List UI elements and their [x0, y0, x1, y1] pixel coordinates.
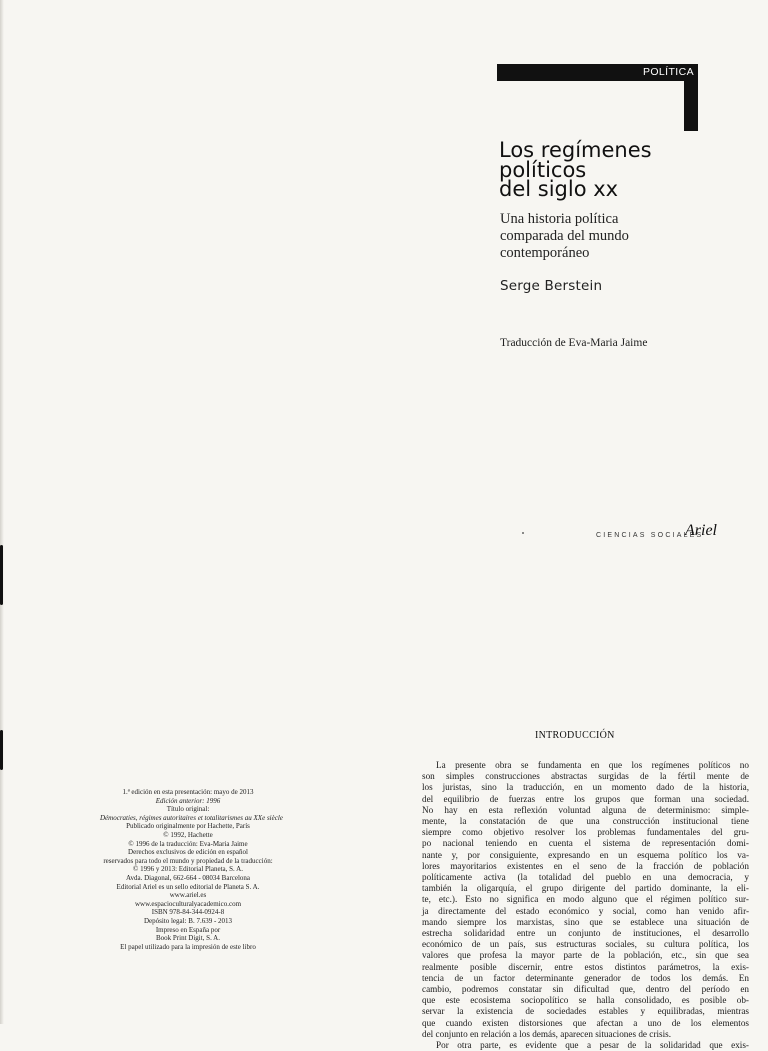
copyright-line: reservados para todo el mundo y propiedad de la traducción: — [103, 856, 273, 865]
copyright-notice — [100, 788, 283, 951]
introduction-line: políticamente activa (la totalidad del pueblo en una democracia, y — [422, 872, 749, 883]
copyright-line: Editorial Ariel es un sello editorial de Planeta S. A. — [116, 882, 260, 891]
book-title-line: del siglo xx — [499, 177, 619, 201]
scan-edge-shadow — [0, 0, 4, 1024]
introduction-line: mando siempre los marxistas, sino que se establece una situación de — [422, 916, 749, 927]
publisher-collection-mark — [522, 523, 722, 543]
series-label: POLÍTICA — [642, 66, 694, 78]
introduction-line: realmente posible discernir, entre estos distintos parámetros, la exis- — [422, 961, 749, 972]
collection-dot — [522, 532, 524, 534]
introduction-line: servar la existencia de sociedades estables y equilibradas, mientras — [422, 1006, 749, 1017]
introduction-line: estrecha solidaridad entre un conjunto de instituciones, el desarrollo — [422, 928, 749, 939]
author-name: Serge Berstein — [500, 278, 603, 294]
introduction-line: los juristas, sino la traducción, en un momento dado de la historia, — [422, 782, 749, 793]
copyright-line: 1.ª edición en esta presentación: mayo de 2013 — [122, 788, 254, 796]
introduction-line: son simples construcciones abstractas surgidas de la fértil mente de — [422, 771, 749, 782]
introduction-line: lores mayoritarios existentes en el seno de la fracción de población — [422, 860, 749, 871]
book-subtitle-line: contemporáneo — [500, 245, 590, 261]
copyright-line: Avda. Diagonal, 662-664 - 08034 Barcelona — [125, 873, 251, 882]
introduction-line: del equilibrio de fuerzas entre los grupos que forman una sociedad. — [422, 793, 749, 804]
scan-artifact-mark — [0, 730, 3, 770]
introduction-heading: INTRODUCCIÓN — [535, 730, 615, 741]
book-subtitle — [500, 211, 660, 262]
copyright-line: Impreso en España por — [155, 925, 221, 934]
introduction-line: ja directamente del estado económico y social, como han venido afir- — [422, 905, 749, 916]
introduction-line: La presente obra se fundamenta en que los regímenes políticos no — [436, 760, 749, 770]
copyright-line: Edición anterior: 1996 — [155, 796, 221, 805]
introduction-line: No hay en esta reflexión voluntad alguna de determinismo: simple- — [422, 804, 749, 815]
introduction-line: económico de un país, sus estructuras sociales, su cultura política, los — [422, 939, 749, 950]
copyright-line: ISBN 978-84-344-0924-8 — [151, 908, 225, 917]
introduction-line: del conjunto en relación a los demás, aparecen situaciones de crisis. — [422, 1028, 671, 1039]
introduction-line: nante y, por consiguiente, expresando en un esquema político los va- — [422, 849, 749, 860]
introduction-line: cambio, podremos constatar sin dificultad que, dentro del período en — [422, 984, 749, 995]
introduction-line: también la oligarquía, el grupo dirigente del partido dominante, la eli- — [422, 883, 749, 894]
introduction-line: valores que profesa la mayor parte de la población, etc., sin que sea — [422, 950, 749, 961]
introduction-line: Por otra parte, es evidente que a pesar de la solidaridad que exis- — [436, 1040, 749, 1051]
copyright-line: © 1996 de la traducción: Eva-Maria Jaime — [128, 839, 248, 848]
publisher-logo: Ariel — [685, 522, 717, 539]
copyright-line: Démocraties, régimes autoritaires et totalitarismes au XXe siècle — [100, 813, 283, 822]
book-subtitle-line: comparada del mundo — [500, 228, 629, 244]
collection-label: CIENCIAS SOCIALES — [596, 532, 704, 539]
copyright-line: www.espacioculturalyacademico.com — [134, 899, 242, 908]
introduction-line: que este ecosistema sociopolítico se halla consolidado, es posible ob- — [422, 995, 749, 1006]
copyright-line: © 1996 y 2013: Editorial Planeta, S. A. — [133, 865, 243, 874]
introduction-line: que cuando existen distorsiones que afectan a uno de los elementos — [422, 1017, 749, 1028]
copyright-line: Título original: — [166, 805, 210, 814]
copyright-line: www.ariel.es — [169, 891, 207, 900]
book-subtitle-line: Una historia política — [500, 211, 619, 227]
copyright-line: Book Print Digit, S. A. — [156, 934, 220, 943]
book-title-line: políticos — [499, 157, 587, 182]
scan-artifact-mark — [0, 545, 3, 605]
introduction-line: siempre como objetivo resolver los problemas fundamentales del gru- — [422, 827, 749, 838]
introduction-line: tencia de un factor determinante generador de todos los demás. En — [422, 972, 749, 983]
introduction-body — [422, 760, 749, 1051]
copyright-line: © 1992, Hachette — [163, 830, 213, 839]
book-title-line: Los regímenes — [499, 138, 652, 162]
introduction-line: po nacional teniendo en cuenta el sistema de representación domi- — [422, 838, 749, 849]
copyright-line: Publicado originalmente por Hachette, París — [126, 822, 250, 831]
introduction-line: mente, la constatación de que una construcción institucional tiene — [422, 816, 749, 827]
copyright-line: El papel utilizado para la impresión de este libro — [120, 942, 256, 951]
copyright-line: Depósito legal: B. 7.639 - 2013 — [143, 916, 233, 925]
translator-credit: Traducción de Eva-Maria Jaime — [500, 337, 648, 349]
book-title — [499, 138, 699, 201]
copyright-line: Derechos exclusivos de edición en español — [128, 848, 248, 857]
introduction-line: te, etc.). Esto no significa en modo alguno que el régimen político sur- — [422, 894, 749, 905]
